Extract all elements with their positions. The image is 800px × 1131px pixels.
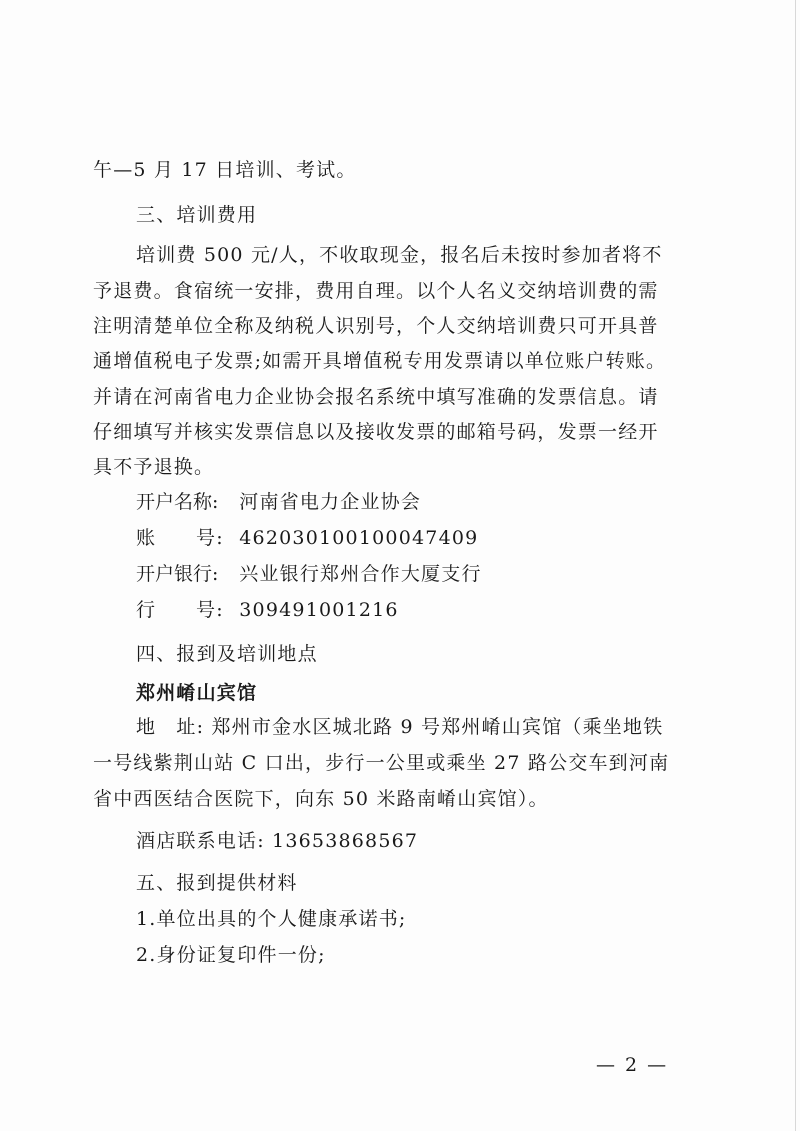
- section-4-heading: 四、报到及培训地点: [136, 643, 318, 665]
- account-number-label-b: 号:: [196, 527, 224, 549]
- material-item-1: 1.单位出具的个人健康承诺书;: [136, 908, 407, 930]
- paragraph-line-2: 予退费。食宿统一安排，费用自理。以个人名义交纳培训费的需: [93, 280, 659, 302]
- page-number: — 2 —: [596, 1054, 669, 1076]
- account-name-label: 开户名称:: [136, 491, 219, 513]
- paragraph-line-3: 注明清楚单位全称及纳税人识别号，个人交纳培训费只可开具普: [93, 315, 659, 337]
- account-number-label-a: 账: [136, 527, 157, 549]
- paragraph-line-6: 仔细填写并核实发票信息以及接收发票的邮箱号码，发票一经开: [93, 421, 659, 443]
- bank-code-label-b: 号:: [196, 599, 224, 621]
- hotel-name: 郑州崤山宾馆: [136, 682, 258, 704]
- paragraph-line-7: 具不予退换。: [93, 456, 215, 478]
- material-item-2: 2.身份证复印件一份;: [136, 944, 326, 966]
- section-5-heading: 五、报到提供材料: [136, 872, 298, 894]
- page-edge-line: [795, 0, 796, 1131]
- account-number-value: 462030100100047409: [239, 527, 479, 549]
- bank-code-label: [136, 597, 232, 623]
- account-number-label: [136, 525, 232, 551]
- account-name-row: [136, 489, 421, 515]
- text-line-1: 午—5 月 17 日培训、考试。: [93, 159, 357, 181]
- account-number-row: [136, 525, 478, 551]
- hotel-phone: 酒店联系电话: 13653868567: [136, 830, 419, 852]
- bank-code-label-a: 行: [136, 599, 157, 621]
- paragraph-line-4: 通增值税电子发票;如需开具增值税专用发票请以单位账户转账。: [93, 350, 667, 372]
- account-name-value: 河南省电力企业协会: [239, 491, 422, 513]
- bank-code-row: [136, 597, 399, 623]
- bank-row: [136, 561, 482, 587]
- section-3-heading: 三、培训费用: [136, 204, 258, 226]
- bank-label: 开户银行:: [136, 563, 219, 585]
- bank-code-value: 309491001216: [239, 599, 399, 621]
- address-line-3: 省中西医结合医院下，向东 50 米路南崤山宾馆）。: [93, 788, 549, 810]
- bank-value: 兴业银行郑州合作大厦支行: [239, 563, 482, 585]
- address-line-1: 地 址: 郑州市金水区城北路 9 号郑州崤山宾馆（乘坐地铁: [136, 716, 664, 738]
- paragraph-line-1: 培训费 500 元/人，不收取现金，报名后未按时参加者将不: [136, 244, 663, 266]
- paragraph-line-5: 并请在河南省电力企业协会报名系统中填写准确的发票信息。请: [93, 386, 659, 408]
- address-line-2: 一号线紫荆山站 C 口出，步行一公里或乘坐 27 路公交车到河南: [93, 752, 670, 774]
